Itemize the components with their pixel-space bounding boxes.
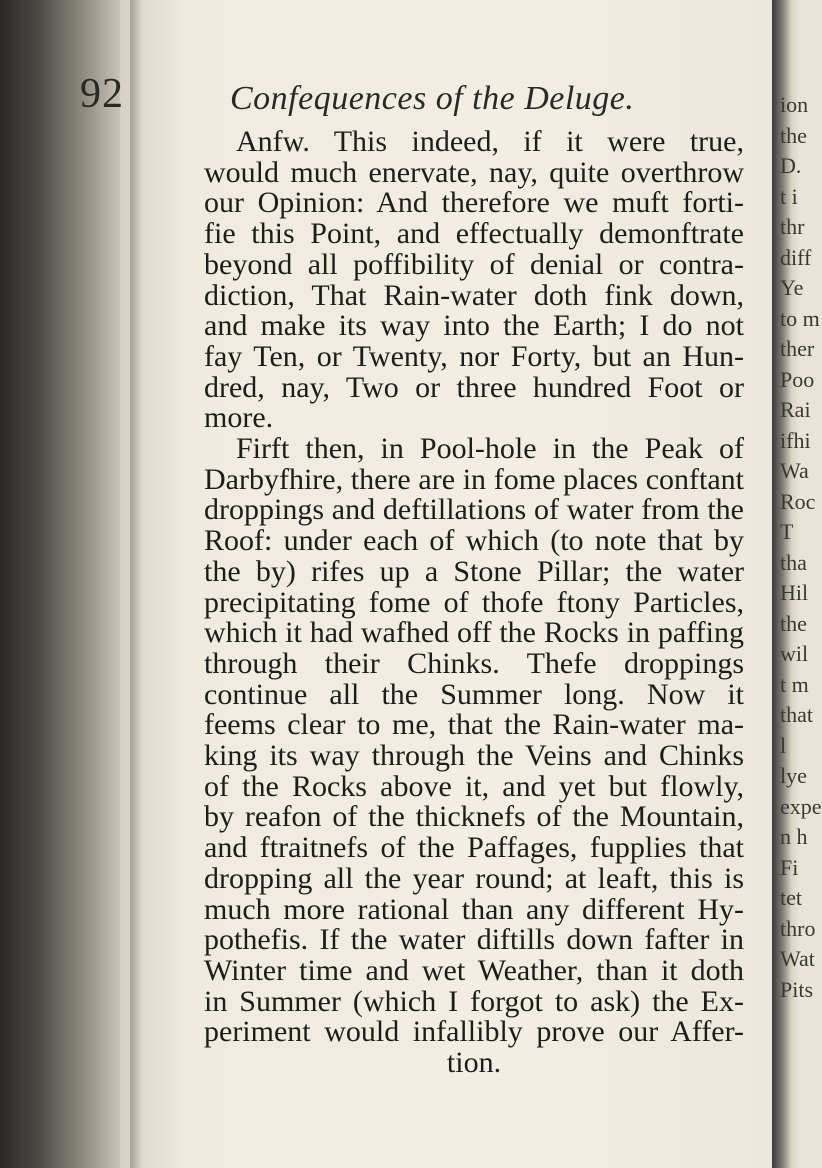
text-line: much more rational than any different Hy-	[204, 892, 744, 926]
bleed-line: ther	[780, 336, 815, 361]
text-line: the by) rifes up a Stone Pillar; the water	[204, 554, 744, 588]
text-line: Winter time and wet Weather, than it doth	[204, 953, 744, 987]
bleed-line: Pits	[780, 976, 814, 1002]
bleed-line: thr	[780, 214, 805, 239]
bleed-line: Fi	[780, 854, 799, 880]
running-head: Confequences of the Deluge.	[230, 80, 635, 117]
bleed-line: wil	[780, 641, 809, 666]
bleed-line: thro	[780, 915, 816, 941]
body-text	[204, 127, 744, 1079]
bleed-line: lye	[780, 763, 807, 788]
text-line: feems clear to me, that the Rain-water ma-	[204, 708, 744, 742]
bleed-line: tha	[780, 549, 807, 575]
bleed-line: Roc	[780, 488, 816, 514]
text-line: precipitating fome of thofe ftony Particles,	[204, 585, 744, 619]
text-line: diction, That Rain-water doth fink down,	[204, 278, 744, 312]
bleed-line: l	[780, 732, 787, 758]
text-line: through their Chinks. Thefe droppings	[204, 646, 744, 680]
text-line: periment would infallibly prove our Affer-	[204, 1015, 744, 1049]
text-line: tion.	[446, 1046, 502, 1080]
text-line: fay Ten, or Twenty, nor Forty, but an Hun-	[204, 339, 744, 373]
bleed-line: Hil	[780, 580, 809, 605]
bleed-line: expe	[780, 793, 822, 819]
text-line: and ftraitnefs of the Paffages, fupplies that	[204, 831, 744, 865]
text-line: which it had wafhed off the Rocks in paffing	[204, 616, 744, 650]
bleed-line: Wat	[780, 946, 815, 971]
bleed-line: Rai	[780, 397, 811, 422]
text-line: beyond all poffibility of denial or contra-	[204, 247, 744, 281]
bleed-line: Poo	[780, 366, 815, 392]
bleed-line: that	[780, 702, 813, 727]
text-line: more.	[204, 401, 274, 435]
bleed-line: ifhi	[780, 427, 811, 453]
bleed-line: t i	[780, 183, 798, 209]
text-line: of the Rocks above it, and yet but flowly,	[204, 769, 744, 803]
bleed-line: to m	[780, 305, 820, 331]
bleed-line: Wa	[780, 458, 809, 483]
bleed-line: t m	[780, 671, 809, 697]
text-line: and make its way into the Earth; I do not	[204, 309, 744, 343]
text-line: Anfw. This indeed, if it were true,	[236, 125, 744, 158]
text-line: continue all the Summer long. Now it	[204, 677, 744, 711]
bleed-line: ion	[780, 92, 809, 117]
gutter-shadow	[130, 0, 142, 1168]
bleed-line: T	[780, 519, 794, 544]
bleed-line: the	[780, 122, 807, 148]
text-line: Darbyfhire, there are in fome places conftant	[204, 462, 744, 496]
text-line: dropping all the year round; at leaft, this is	[204, 861, 744, 895]
text-line: Firft then, in Pool-hole in the Peak of	[236, 432, 744, 466]
bleed-line: Ye	[780, 275, 804, 300]
page-number: 92	[80, 71, 124, 117]
text-line: by reafon of the thicknefs of the Mountain,	[204, 800, 744, 834]
bleed-line: D.	[780, 153, 802, 178]
facing-page-bleed	[780, 90, 822, 1005]
text-line: Roof: under each of which (to note that by	[204, 524, 744, 558]
text-line: would much enervate, nay, quite overthrow	[204, 155, 744, 189]
text-line: pothefis. If the water diftills down fafter in	[204, 923, 744, 957]
text-line: fie this Point, and effectually demonftrate	[204, 217, 744, 251]
text-line: droppings and deftillations of water from the	[204, 493, 744, 527]
text-line: in Summer (which I forgot to ask) the Ex-	[204, 984, 744, 1018]
text-line: our Opinion: And therefore we muft forti-	[204, 186, 744, 220]
text-line: king its way through the Veins and Chinks	[204, 739, 744, 773]
bleed-line: tet	[780, 885, 802, 910]
bleed-line: diff	[780, 244, 812, 270]
text-line: dred, nay, Two or three hundred Foot or	[204, 370, 744, 404]
bleed-line: the	[780, 610, 807, 636]
bleed-line: n h	[780, 824, 808, 849]
